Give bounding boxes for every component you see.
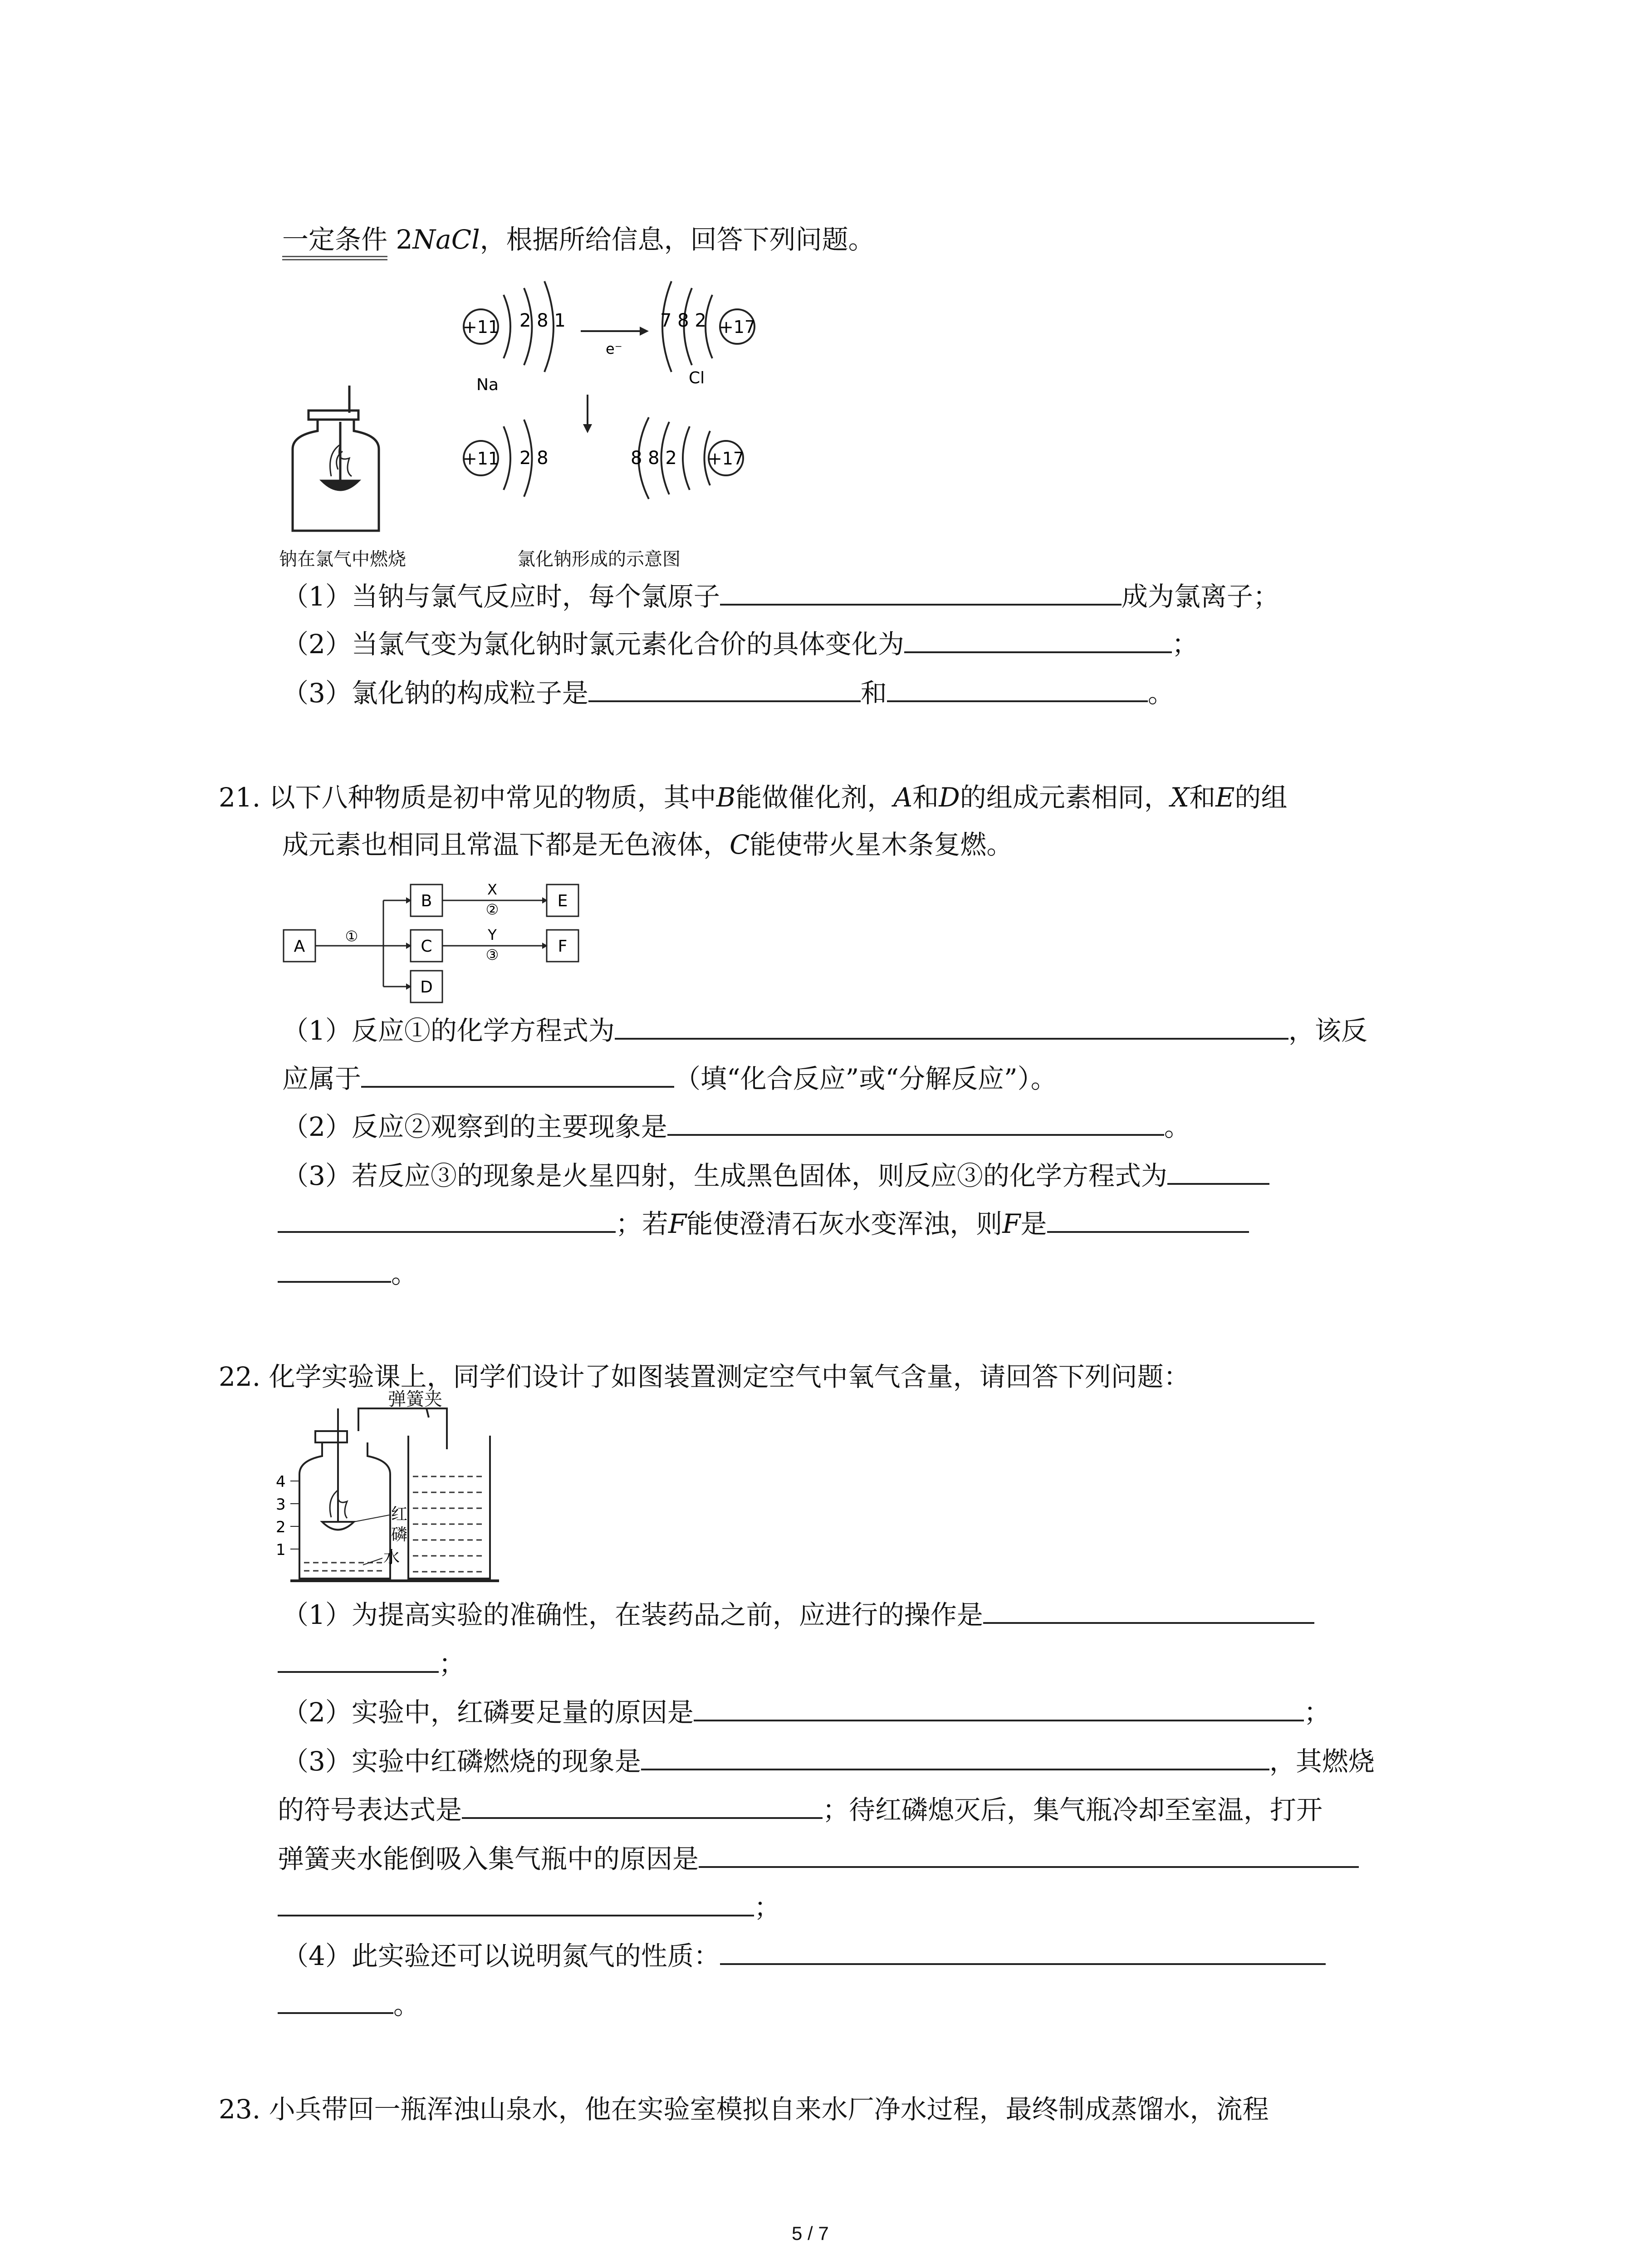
q21-stem-line2: 成元素也相同且常温下都是无色液体，C能使带火星木条复燃。: [282, 829, 1013, 860]
electron-label: e⁻: [606, 340, 622, 357]
box-f-label: F: [558, 937, 568, 956]
nacl-formation-diagram: [272, 263, 771, 590]
water-label: 水: [383, 1548, 400, 1567]
q22-sub1: （1）为提高实验的准确性，在装药品之前，应进行的操作是: [282, 1597, 1314, 1633]
q20-sub3: （3）氯化钠的构成粒子是 和 。: [282, 675, 1174, 711]
na-label: Na: [476, 376, 499, 394]
na-ion-nucleus-label: +11: [462, 449, 500, 469]
scale-mark: 1: [276, 1541, 286, 1559]
answer-blank[interactable]: [462, 1792, 823, 1819]
q22-sub3-cont2: 弹簧夹水能倒吸入集气瓶中的原因是: [278, 1841, 1359, 1877]
answer-blank[interactable]: [983, 1597, 1314, 1624]
caption-burning: 钠在氯气中燃烧: [279, 549, 406, 570]
q21-sub1-cont: 应属于 （填“化合反应”或“分解反应”）。: [282, 1061, 1057, 1097]
step1-label: ①: [345, 928, 358, 945]
intro-line: [282, 221, 875, 258]
q22-sub4-cont: 。: [278, 1987, 420, 2023]
q21-stem-line1: 21. 以下八种物质是初中常见的物质，其中B能做催化剂，A和D的组成元素相同，X和E的组: [219, 782, 1288, 813]
cl-ion-nucleus-label: +17: [707, 449, 745, 469]
q22-sub3-cont1: 的符号表达式是 ；待红磷熄灭后，集气瓶冷却至室温，打开: [278, 1792, 1323, 1828]
scale-mark: 4: [276, 1473, 286, 1491]
answer-blank[interactable]: [641, 1743, 1269, 1770]
answer-blank[interactable]: [278, 1646, 439, 1673]
q22-sub4: （4）此实验还可以说明氮气的性质：: [282, 1938, 1326, 1974]
clip-label: 弹簧夹: [388, 1389, 442, 1410]
cl-shells-label: 7 8 2: [660, 310, 706, 331]
box-d-label: D: [420, 978, 433, 997]
caption-formation: 氯化钠形成的示意图: [517, 549, 681, 570]
q21-sub3: （3）若反应③的现象是火星四射，生成黑色固体，则反应③的化学方程式为: [282, 1158, 1269, 1194]
answer-blank[interactable]: [278, 1987, 393, 2014]
formula: NaCl: [412, 224, 480, 255]
answer-blank[interactable]: [1047, 1206, 1249, 1233]
answer-blank[interactable]: [588, 675, 861, 702]
step3-label: ③: [485, 946, 499, 963]
answer-blank[interactable]: [278, 1256, 391, 1283]
q21-sub1: （1）反应①的化学方程式为 ，该反: [282, 1012, 1367, 1049]
answer-blank[interactable]: [699, 1841, 1359, 1868]
scale-mark: 3: [276, 1496, 286, 1514]
q23-stem: 23. 小兵带回一瓶浑浊山泉水，他在实验室模拟自来水厂净水过程，最终制成蒸馏水，流程: [219, 2094, 1269, 2125]
q22-sub3: （3）实验中红磷燃烧的现象是 ，其燃烧: [282, 1743, 1375, 1779]
cl-ion-shells-label: 8 8 2: [631, 448, 677, 469]
answer-blank[interactable]: [1167, 1158, 1269, 1185]
q22-sub2: （2）实验中，红磷要足量的原因是 ；: [282, 1694, 1330, 1730]
answer-blank[interactable]: [667, 1109, 1164, 1136]
answer-blank[interactable]: [904, 626, 1172, 653]
na-ion-shells-label: 2 8: [519, 448, 549, 469]
box-b-label: B: [421, 892, 432, 910]
q22-oxygen-apparatus: [272, 1399, 508, 1590]
x-label: X: [487, 881, 497, 898]
page-number: 5 / 7: [792, 2223, 829, 2244]
box-c-label: C: [421, 937, 432, 956]
scale-mark: 2: [276, 1518, 286, 1536]
phosphorus-label: 红: [391, 1505, 408, 1524]
na-nucleus-label: +11: [462, 317, 500, 337]
q22-sub1-cont: ；: [278, 1646, 465, 1682]
answer-blank[interactable]: [887, 675, 1148, 702]
q20-sub2: （2）当氯气变为氯化钠时氯元素化合价的具体变化为 ；: [282, 626, 1198, 662]
cl-nucleus-label: +17: [719, 317, 756, 337]
cl-label: Cl: [689, 369, 705, 387]
box-a-label: A: [294, 937, 305, 956]
answer-blank[interactable]: [615, 1012, 1288, 1040]
burning-bottle: [293, 386, 379, 531]
answer-blank[interactable]: [694, 1694, 1304, 1721]
na-shells-label: 2 8 1: [519, 310, 566, 331]
formula-coef: 2: [396, 224, 413, 255]
q21-sub3-cont: ；若F能使澄清石灰水变浑浊，则F是: [278, 1206, 1249, 1242]
q21-sub2: （2）反应②观察到的主要现象是 。: [282, 1109, 1190, 1145]
intro-rest: ，根据所给信息，回答下列问题。: [480, 224, 875, 255]
answer-blank[interactable]: [361, 1061, 674, 1088]
q22-stem: 22. 化学实验课上，同学们设计了如图装置测定空气中氧气含量，请回答下列问题：: [219, 1361, 1190, 1392]
y-label: Y: [488, 926, 497, 943]
step2-label: ②: [485, 901, 499, 918]
box-e-label: E: [557, 892, 568, 910]
q21-flow-diagram: [279, 871, 588, 1007]
condition-text: 一定条件: [282, 224, 387, 260]
answer-blank[interactable]: [278, 1206, 616, 1233]
answer-blank[interactable]: [720, 578, 1122, 606]
q22-sub3-cont3: ；: [278, 1889, 780, 1926]
answer-blank[interactable]: [278, 1889, 754, 1916]
phosphorus-label: 磷: [391, 1525, 408, 1544]
q21-sub3-end: 。: [278, 1256, 417, 1292]
q20-sub1: （1）当钠与氯气反应时，每个氯原子 成为氯离子；: [282, 578, 1279, 615]
answer-blank[interactable]: [720, 1938, 1326, 1965]
